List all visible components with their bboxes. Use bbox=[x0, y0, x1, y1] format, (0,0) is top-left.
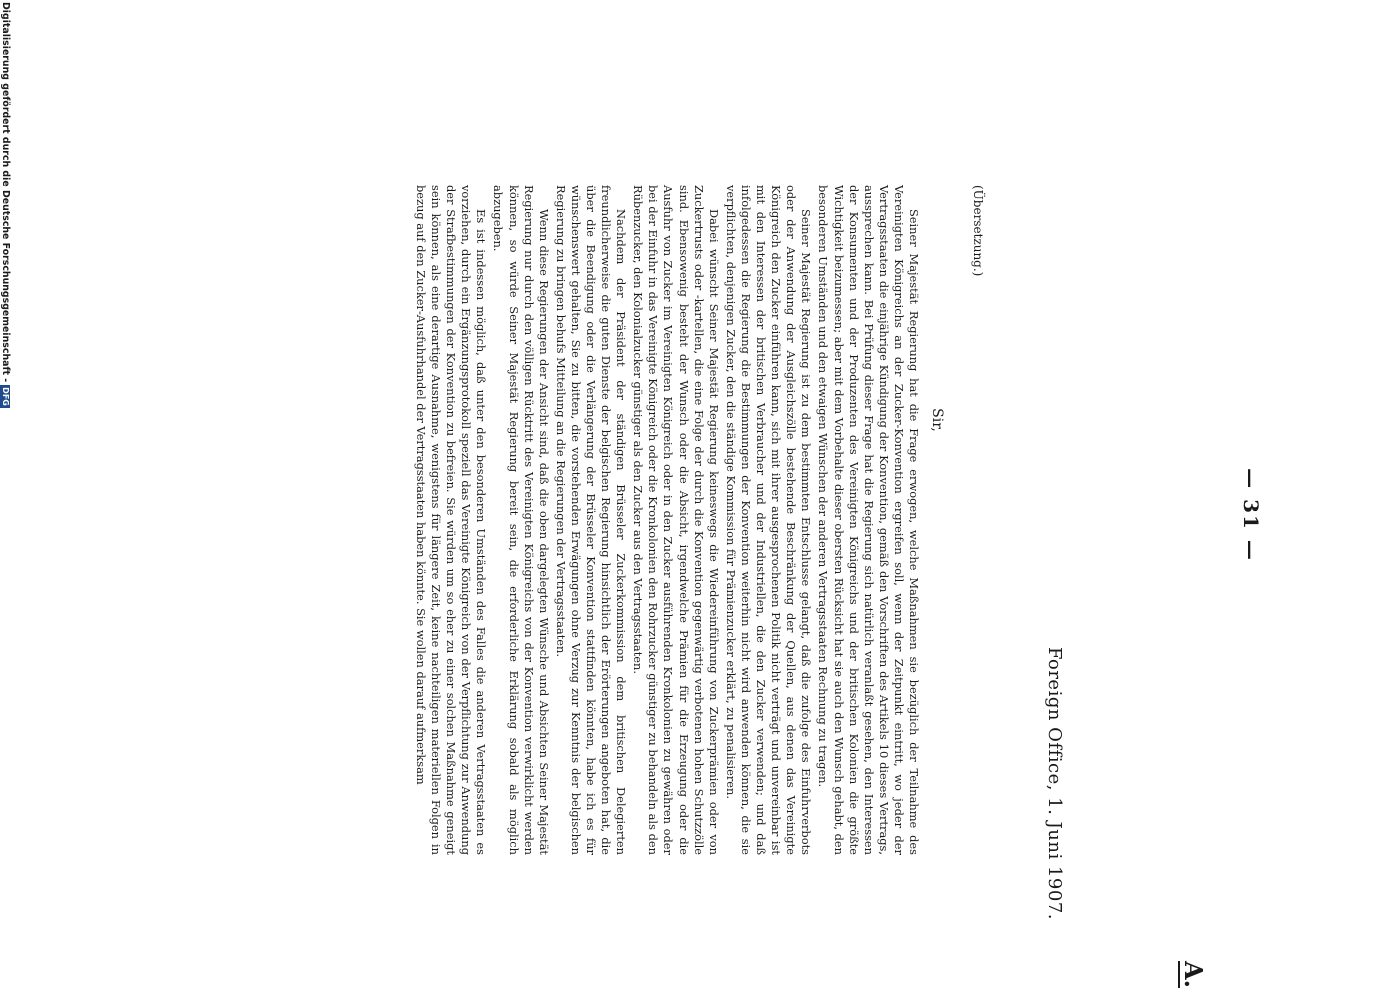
translation-note: (Übersetzung.) bbox=[971, 185, 985, 277]
funding-note: Digitalisierung gefördert durch die Deutsche Forschungsgemeinschaft - bbox=[0, 2, 11, 383]
paragraph: Nachdem der Präsident der ständigen Brüsseler Zuckerkommission dem britischen Delegierten freundlicherweise die guten Dienste der belgischen Regierung hinsichtlich der Erörterungen angeboten hat, die über die Beendigung oder die Verlängerung der Brüsseler Konvention stattfinden könnten, habe ich es für wünschenswert gehalten, Sie zu bitten, die vorstehenden Erwägungen ohne Verzug zur Kenntnis der belgischen Regierung zu bringen behufs Mitteilung an die Regierungen der Vertragsstaaten. bbox=[553, 185, 629, 855]
letter-body bbox=[411, 185, 921, 855]
dateline: Foreign Office, 1. Juni 1907. bbox=[1044, 646, 1065, 920]
paragraph: Es ist indessen möglich, daß unter den besonderen Umständen des Falles die anderen Vertragsstaaten es vorziehen, durch ein Ergänzungsprotokoll speziell das Vereinigte Königreich von der Verpflichtung zur Anwendung der Strafbestimmungen der Konvention zu befreien. Sie würden um so eher zu einer solchen Maßnahme geneigt sein können, als eine derartige Ausnahme, wenigstens für längere Zeit, keine nachteiligen materiellen Folgen in bezug auf den Zucker-Ausfuhrhandel der Vertragsstaaten haben könnte. Sie wollen darauf aufmerksam bbox=[414, 185, 489, 855]
paragraph: Seiner Majestät Regierung ist zu dem bestimmten Entschlusse gelangt, daß die zufolge des Einfuhrverbots oder der Anwendung der Ausgleichszölle bestehende Beschränkung der Quellen, aus denen das Vereinigte Königreich den Zucker einführen kann, sich mit ihrer ausgesprochenen Politik nicht verträgt und unvereinbar ist mit den Interessen der britischen Verbraucher und der Industriellen, die den Zucker verwenden; und daß infolgedessen die Regierung die Bestimmungen der Konvention weiterhin nicht wird anwenden können, die sie verpflichten, denjenigen Zucker, den die ständige Kommission für Prämienzucker erklärt, zu penalisieren. bbox=[723, 185, 814, 855]
digitization-footer bbox=[0, 0, 11, 1000]
salutation: Sir, bbox=[929, 408, 945, 432]
dfg-logo: DFG bbox=[1, 387, 11, 406]
paragraph: Wenn diese Regierungen der Ansicht sind, daß die oben dargelegten Wünsche und Absichten Seiner Majestät Regierung nur durch den völligen Rücktritt des Vereinigten Königreichs von der Konvention verwirklicht werden können, so würde Seiner Majestät Regierung bereit sein, die erforderliche Erklärung sobald als möglich abzugeben. bbox=[491, 185, 551, 855]
paragraph: Dabei wünscht Seiner Majestät Regierung keineswegs die Wiedereinführung von Zuckerprämien oder von Zuckertrusts oder -kartellen, die eine Folge der durch die Konvention gegenwärtig verbotenen hohen Schutzzölle sind. Ebensowenig besteht der Wunsch oder die Absicht, irgendwelche Prämien für die Erzeugung oder die Ausfuhr von Zucker im Vereinigten Königreich oder in den Zucker ausführenden Kronkolonien zu gewähren oder bei der Einfuhr in das Vereinigte Königreich oder die Kronkolonien den Rohrzucker günstiger zu behandeln als den Rübenzucker, den Kolonialzucker günstiger als den Zucker aus den Vertragsstaaten. bbox=[631, 185, 721, 855]
section-letter: A. bbox=[1179, 961, 1208, 988]
page-number: — 31 — bbox=[1239, 468, 1263, 562]
paragraph: Seiner Majestät Regierung hat die Frage erwogen, welche Maßnahmen sie bezüglich der Teilnahme des Vereinigten Königreichs an der Zucker-Konvention ergreifen soll, wenn der Zeitpunkt eintritt, wo jeder der Vertragsstaaten die einjährige Kündigung der Konvention, gemäß den Vorschriften des Artikels 10 dieses Vertrags, aussprechen kann. Bei Prüfung dieser Frage hat die Regierung sich natürlich veranlaßt gesehen, den Interessen der Konsumenten und der Produzenten des Vereinigten Königreichs und der britischen Kolonien die größte Wichtigkeit beizumessen; aber mit dem Vorbehalte dieser obersten Rücksicht hat sie auch den Wunsch gehabt, den besonderen Umständen und den etwaigen Wünschen der anderen Vertragsstaaten Rechnung zu tragen. bbox=[816, 185, 921, 855]
